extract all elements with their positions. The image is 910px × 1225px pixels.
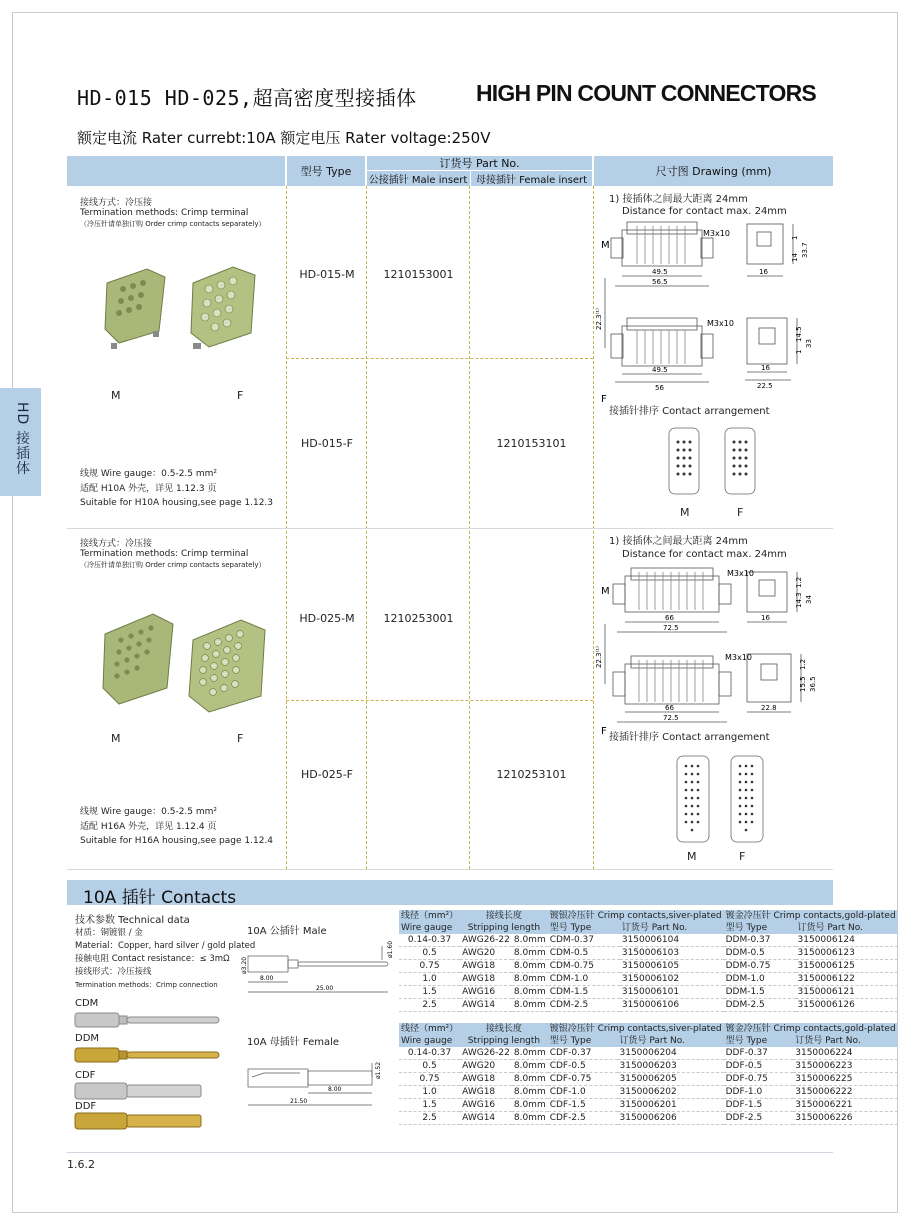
housing-en: Suitable for H16A housing,see page 1.12.4 <box>80 836 274 846</box>
table-header-row <box>399 910 898 922</box>
photo-label-m: M <box>111 732 121 745</box>
header-female-insert: 母接插针 Female insert <box>475 175 588 186</box>
dim-label: ø1.60 <box>387 940 394 958</box>
table-cell: CDF-0.75 <box>548 1073 618 1086</box>
table-row <box>399 999 898 1012</box>
table-cell: 8.0mm <box>513 1061 546 1071</box>
table-cell: 3150006203 <box>618 1060 724 1073</box>
table-cell: 3150006103 <box>620 947 724 960</box>
dim-label: 8.00 <box>260 975 274 982</box>
male-pin-title: 10A 公插针 Male <box>247 926 327 937</box>
table-cell: 0.75 <box>399 1073 460 1086</box>
arrangement-label-f: F <box>737 506 744 519</box>
dim-label: ø1.52 <box>375 1061 382 1079</box>
table-cell: AWG18 <box>460 960 512 973</box>
table-cell: 0.5 <box>399 1060 460 1073</box>
table-cell: 3150006104 <box>620 934 724 947</box>
housing-cn: 适配 H10A 外壳，详见 1.12.3 页 <box>80 484 217 494</box>
hd025-dimension-drawing <box>595 564 833 737</box>
male-pin-drawing <box>240 938 400 998</box>
product-table <box>67 156 833 869</box>
hd015-contact-arrangement <box>667 426 767 496</box>
table-cell: DDF-1.0 <box>724 1086 794 1099</box>
screw-label: M3x10 <box>703 229 730 238</box>
screw-label: M3x10 <box>725 653 752 662</box>
table-cell: 8.0mm <box>513 1048 546 1058</box>
table-header-row <box>399 922 898 934</box>
header-drawing <box>594 156 833 186</box>
page-title-en: HIGH PIN COUNT CONNECTORS <box>476 80 816 106</box>
table-cell: CDM-2.5 <box>548 999 620 1012</box>
dim-label: 1.2 <box>799 658 807 670</box>
table-row <box>399 1073 898 1086</box>
housing-cn: 适配 H16A 外壳，详见 1.12.4 页 <box>80 822 217 832</box>
table-cell: AWG18 <box>460 973 512 986</box>
table-cell: CDF-0.37 <box>548 1047 618 1060</box>
dim-label: 34 <box>805 595 813 604</box>
hd015-connector-photo <box>97 261 267 351</box>
col-gold-title: 镀金冷压针 Crimp contacts,gold-plated <box>725 1024 896 1034</box>
tech-line: 接线形式：冷压接线 <box>75 967 152 977</box>
col-type: 型号 Type <box>724 1035 794 1047</box>
tech-lines <box>75 927 255 992</box>
dim-label: 49.5 <box>652 268 668 276</box>
table-cell: DDM-1.0 <box>724 973 796 986</box>
col-wire-en: Wire gauge <box>399 922 460 934</box>
table-cell: 3150006225 <box>793 1073 897 1086</box>
female-part-cell: 1210253101 <box>496 768 567 781</box>
table-cell: DDF-0.5 <box>724 1060 794 1073</box>
dim-label: 72.5 <box>663 624 679 632</box>
hd025-contact-arrangement <box>675 754 775 846</box>
arrangement-label-f: F <box>739 850 746 863</box>
col-gold-title: 镀金冷压针 Crimp contacts,gold-plated <box>725 911 896 921</box>
col-strip-en: Stripping length <box>460 1035 548 1047</box>
termination-en: Termination methods: Crimp terminal <box>80 208 249 218</box>
header-part-no-label: 订货号 Part No. <box>439 157 520 170</box>
table-cell: 3150006123 <box>796 947 898 960</box>
pin-label-cdm: CDM <box>75 998 99 1009</box>
header-drawing-label: 尺寸图 Drawing (mm) <box>655 165 772 178</box>
photo-label-m: M <box>111 389 121 402</box>
dim-label: 16 <box>761 364 770 372</box>
tech-title: 技术参数 Technical data <box>75 915 190 926</box>
table-cell: 8.0mm <box>513 961 546 971</box>
dim-label: ø3.20 <box>241 956 248 974</box>
pin-label-ddm: DDM <box>75 1033 100 1044</box>
table-cell: DDF-1.5 <box>724 1099 794 1112</box>
footer-divider <box>67 1152 833 1153</box>
table-cell: DDM-0.5 <box>724 947 796 960</box>
dim-label: 14 <box>791 253 799 262</box>
page-title-cn: HD-015 HD-025,超高密度型接插体 <box>77 86 417 110</box>
col-silver-title: 镀银冷压针 Crimp contacts,siver-plated <box>549 1024 722 1034</box>
dim-label: 25.00 <box>316 985 334 992</box>
table-cell: 3150006223 <box>793 1060 897 1073</box>
type-cell: HD-025-F <box>300 768 353 781</box>
dim-label: 15.5 <box>799 676 807 692</box>
table-cell: DDF-0.37 <box>724 1047 794 1060</box>
table-cell: 8.0mm <box>513 1000 546 1010</box>
table-row <box>399 960 898 973</box>
table-cell: 3150006102 <box>620 973 724 986</box>
table-cell: DDM-2.5 <box>724 999 796 1012</box>
hd025-connector-photo <box>97 604 277 714</box>
header-blank <box>67 156 285 186</box>
table-cell: 3150006106 <box>620 999 724 1012</box>
table-cell: AWG16 <box>460 986 512 999</box>
table-cell: 8.0mm <box>513 935 546 945</box>
tech-line: 接触电阻 Contact resistance：≤ 3mΩ <box>75 954 230 964</box>
termination-note: （冷压针请单独订购 Order crimp contacts separately） <box>80 220 266 228</box>
label-f: F <box>601 394 607 405</box>
type-cell: HD-025-M <box>299 612 355 625</box>
table-cell: 2.5 <box>399 999 460 1012</box>
table-cell: 0.14-0.37 <box>399 934 460 947</box>
wire-gauge: 线规 Wire gauge：0.5-2.5 mm² <box>80 469 218 479</box>
cdm-pin-image <box>75 1010 225 1030</box>
table-row <box>399 973 898 986</box>
table-row <box>399 934 898 947</box>
dim-label: 16 <box>761 614 770 622</box>
table-row <box>399 986 898 999</box>
dim-label: 22.8 <box>761 704 777 712</box>
header-type <box>287 156 365 186</box>
table-cell: DDF-2.5 <box>724 1112 794 1125</box>
table-cell: 1.5 <box>399 986 460 999</box>
header-male-insert: 公接插针 Male insert <box>368 175 468 186</box>
col-strip-cn: 接线长度 <box>460 1023 548 1035</box>
table-cell: 3150006122 <box>796 973 898 986</box>
screw-label: M3x10 <box>707 319 734 328</box>
screw-label: M3x10 <box>727 569 754 578</box>
dim-label: 22.3⁽¹⁾ <box>595 308 603 330</box>
table-cell: 3150006222 <box>793 1086 897 1099</box>
col-strip-en: Stripping length <box>460 922 548 934</box>
label-m: M <box>601 240 610 251</box>
dim-label: 56 <box>655 384 664 392</box>
table-cell: 3150006206 <box>618 1112 724 1125</box>
dim-label: 33 <box>805 339 813 348</box>
termination-en: Termination methods: Crimp terminal <box>80 549 249 559</box>
tech-line: Material：Copper, hard silver / gold plated <box>75 941 256 951</box>
label-m: M <box>601 586 610 597</box>
arrangement-label-m: M <box>687 850 697 863</box>
table-row <box>399 1060 898 1073</box>
table-row <box>399 1112 898 1125</box>
side-tab[interactable] <box>0 388 41 496</box>
drawing-note-cn: 1) 接插体之间最大距离 24mm <box>609 194 748 205</box>
table-cell: DDM-0.37 <box>724 934 796 947</box>
dim-label: 22.3⁽¹⁾ <box>595 646 603 668</box>
contacts-section-bar <box>67 880 833 908</box>
female-pin-drawing <box>240 1055 400 1113</box>
dim-label: 8.00 <box>328 1086 342 1093</box>
dim-label: 14.5 <box>795 326 803 342</box>
table-cell: CDF-2.5 <box>548 1112 618 1125</box>
table-cell: CDM-0.75 <box>548 960 620 973</box>
table-cell: CDF-1.0 <box>548 1086 618 1099</box>
drawing-note-cn: 1) 接插体之间最大距离 24mm <box>609 536 748 547</box>
table-cell: CDM-0.37 <box>548 934 620 947</box>
tech-line: Termination methods：Crimp connection <box>75 981 218 989</box>
type-cell: HD-015-F <box>300 437 353 450</box>
table-cell: CDM-1.0 <box>548 973 620 986</box>
dim-label: 22.5 <box>757 382 773 390</box>
table-cell: 1.0 <box>399 973 460 986</box>
table-header-row <box>399 1035 898 1047</box>
col-wire-cn: 线径（mm²） <box>401 911 459 921</box>
label-f: F <box>601 726 607 737</box>
table-cell: CDM-1.5 <box>548 986 620 999</box>
table-cell: AWG18 <box>460 1086 512 1099</box>
table-cell: CDF-0.5 <box>548 1060 618 1073</box>
table-header-row <box>399 1023 898 1035</box>
col-type: 型号 Type <box>724 922 796 934</box>
female-part-cell: 1210153101 <box>496 437 567 450</box>
ddm-pin-image <box>75 1045 225 1065</box>
dim-label: 16 <box>759 268 768 276</box>
table-cell: 3150006204 <box>618 1047 724 1060</box>
termination-cn: 接线方式：冷压接 <box>80 198 153 208</box>
table-cell: 3150006205 <box>618 1073 724 1086</box>
table-cell: 0.14-0.37 <box>399 1047 460 1060</box>
table-cell: AWG14 <box>460 999 512 1012</box>
dim-label: 56.5 <box>652 278 668 286</box>
dim-label: 36.5 <box>809 676 817 692</box>
table-cell: 3150006224 <box>793 1047 897 1060</box>
table-cell: 1.0 <box>399 1086 460 1099</box>
table-cell: 0.5 <box>399 947 460 960</box>
type-cell: HD-015-M <box>299 268 355 281</box>
table-cell: AWG20 <box>460 1060 512 1073</box>
table-cell: AWG14 <box>460 1112 512 1125</box>
female-pin-title: 10A 母插针 Female <box>247 1037 340 1048</box>
header-type-label: 型号 Type <box>300 165 352 178</box>
col-part: 订货号 Part No. <box>793 1035 897 1047</box>
table-row <box>399 1047 898 1060</box>
header-part-no <box>367 156 592 186</box>
table-cell: 3150006221 <box>793 1099 897 1112</box>
table-cell: DDM-0.75 <box>724 960 796 973</box>
table-cell: AWG26-22 <box>462 935 510 945</box>
drawing-note-en: Distance for contact max. 24mm <box>622 549 787 560</box>
table-cell: 3150006124 <box>796 934 898 947</box>
table-cell: 8.0mm <box>513 948 546 958</box>
table-cell: 2.5 <box>399 1112 460 1125</box>
male-part-cell: 1210153001 <box>383 268 454 281</box>
male-part-cell: 1210253001 <box>383 612 454 625</box>
dim-label: 14.3 <box>795 592 803 608</box>
pin-label-cdf: CDF <box>75 1070 96 1081</box>
table-cell: 8.0mm <box>513 1087 546 1097</box>
table-cell: AWG20 <box>460 947 512 960</box>
housing-en: Suitable for H10A housing,see page 1.12.3 <box>80 498 274 508</box>
table-cell: 0.75 <box>399 960 460 973</box>
table-cell: 3150006121 <box>796 986 898 999</box>
ddf-pin-image <box>75 1110 205 1132</box>
arrangement-label-m: M <box>680 506 690 519</box>
page-number: 1.6.2 <box>67 1158 95 1171</box>
table-cell: DDF-0.75 <box>724 1073 794 1086</box>
drawing-note-en: Distance for contact max. 24mm <box>622 206 787 217</box>
table-cell: 8.0mm <box>513 1100 546 1110</box>
female-contacts-table <box>399 1023 898 1125</box>
table-cell: 3150006226 <box>793 1112 897 1125</box>
termination-cn: 接线方式：冷压接 <box>80 539 153 549</box>
wire-gauge: 线规 Wire gauge：0.5-2.5 mm² <box>80 807 218 817</box>
table-row <box>399 1086 898 1099</box>
table-cell: AWG16 <box>460 1099 512 1112</box>
col-part: 订货号 Part No. <box>796 922 898 934</box>
hd015-dimension-drawing <box>595 218 833 405</box>
col-type: 型号 Type <box>548 922 620 934</box>
table-cell: CDF-1.5 <box>548 1099 618 1112</box>
table-cell: AWG18 <box>460 1073 512 1086</box>
pin-label-ddf: DDF <box>75 1101 97 1112</box>
col-strip-cn: 接线长度 <box>460 910 548 922</box>
table-cell: CDM-0.5 <box>548 947 620 960</box>
dim-label: 21.50 <box>290 1098 308 1105</box>
cdf-pin-image <box>75 1080 205 1102</box>
rating-text: 额定电流 Rater currebt:10A 额定电压 Rater voltage:250V <box>77 129 491 147</box>
dim-label: 66 <box>665 704 674 712</box>
table-cell: 1.5 <box>399 1099 460 1112</box>
table-cell: 3150006101 <box>620 986 724 999</box>
table-row <box>399 1099 898 1112</box>
contacts-section-title: 10A 插针 Contacts <box>83 888 237 908</box>
dim-label: 72.5 <box>663 714 679 722</box>
termination-note: （冷压针请单独订购 Order crimp contacts separately） <box>80 561 266 569</box>
dim-label: 66 <box>665 614 674 622</box>
side-tab-label: HD 接插体 <box>14 402 30 476</box>
table-cell: 8.0mm <box>513 1074 546 1084</box>
table-cell: 8.0mm <box>513 1113 546 1123</box>
contact-arrangement-title: 接插针排序 Contact arrangement <box>609 406 770 417</box>
table-cell: AWG26-22 <box>462 1048 510 1058</box>
table-cell: DDM-1.5 <box>724 986 796 999</box>
table-cell: 3150006125 <box>796 960 898 973</box>
col-wire-en: Wire gauge <box>399 1035 460 1047</box>
tech-line: 材质：铜镀银 / 金 <box>75 928 143 938</box>
col-part: 订货号 Part No. <box>618 1035 724 1047</box>
male-contacts-table <box>399 910 898 1012</box>
table-cell: 3150006105 <box>620 960 724 973</box>
photo-label-f: F <box>237 389 244 402</box>
dim-label: 1.2 <box>795 576 803 588</box>
table-cell: 8.0mm <box>513 987 546 997</box>
table-cell: 8.0mm <box>513 974 546 984</box>
dim-label: 1 <box>795 349 803 354</box>
photo-label-f: F <box>237 732 244 745</box>
dim-label: 49.5 <box>652 366 668 374</box>
dim-label: 1 <box>791 235 799 240</box>
col-silver-title: 镀银冷压针 Crimp contacts,siver-plated <box>549 911 722 921</box>
col-wire-cn: 线径（mm²） <box>401 1024 459 1034</box>
table-cell: 3150006202 <box>618 1086 724 1099</box>
table-row <box>399 947 898 960</box>
col-type: 型号 Type <box>548 1035 618 1047</box>
contact-arrangement-title: 接插针排序 Contact arrangement <box>609 732 770 743</box>
col-part: 订货号 Part No. <box>620 922 724 934</box>
table-cell: 3150006126 <box>796 999 898 1012</box>
dim-label: 33.7 <box>801 242 809 258</box>
table-cell: 3150006201 <box>618 1099 724 1112</box>
